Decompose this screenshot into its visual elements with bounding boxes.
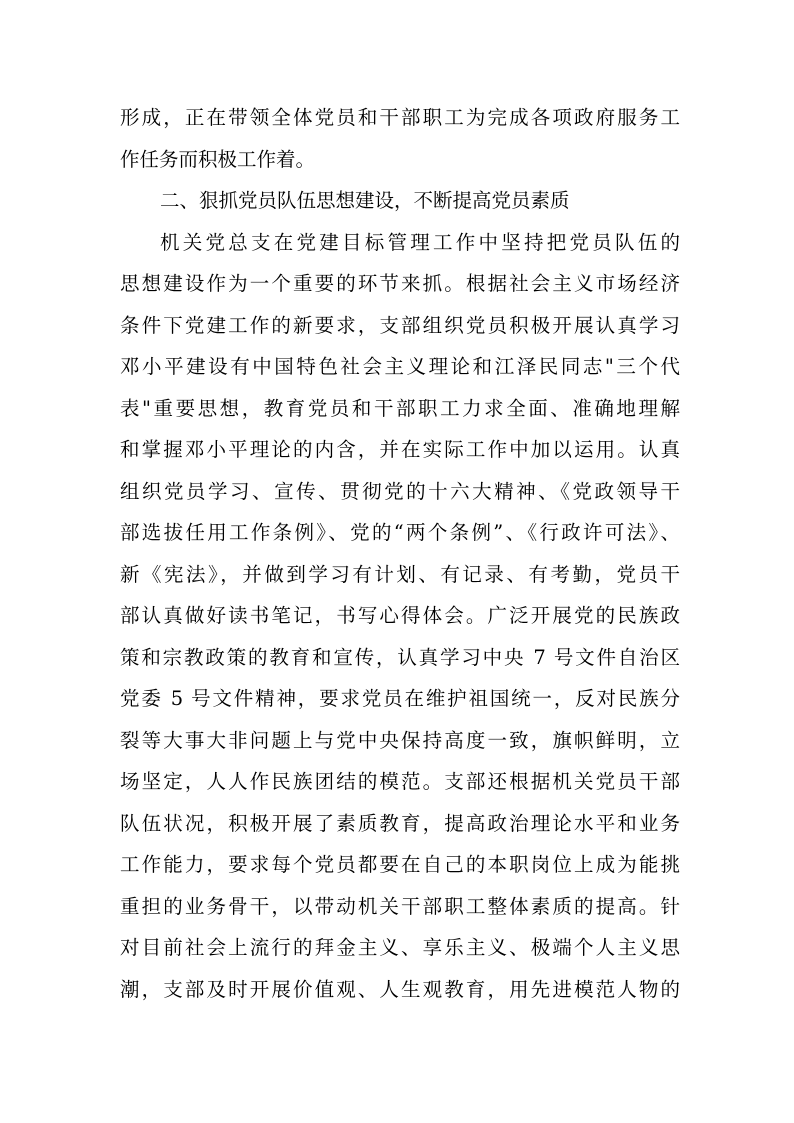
paragraph-line: 队伍状况，积极开展了素质教育，提高政治理论水平和业务 — [120, 812, 680, 835]
paragraph-line: 形成，正在带领全体党员和干部职工为完成各项政府服务工 — [120, 106, 680, 129]
paragraph-line: 条件下党建工作的新要求，支部组织党员积极开展认真学习 — [120, 314, 680, 337]
paragraph-line: 部选拔任用工作条例》、党的“两个条例”、《行政许可法》、 — [120, 521, 680, 544]
paragraph-line: 潮，支部及时开展价值观、人生观教育，用先进模范人物的 — [120, 978, 680, 1001]
paragraph-line: 机关党总支在党建目标管理工作中坚持把党员队伍的 — [160, 231, 680, 254]
paragraph-line: 部认真做好读书笔记，书写心得体会。广泛开展党的民族政 — [120, 604, 680, 627]
paragraph-line: 组织党员学习、宣传、贯彻党的十六大精神、《党政领导干 — [120, 480, 680, 503]
paragraph-line: 重担的业务骨干，以带动机关干部职工整体素质的提高。针 — [120, 895, 680, 918]
paragraph-line: 作任务而积极工作着。 — [120, 148, 316, 171]
paragraph-line: 邓小平建设有中国特色社会主义理论和江泽民同志"三个代 — [120, 355, 680, 378]
paragraph-line: 裂等大事大非问题上与党中央保持高度一致，旗帜鲜明，立 — [120, 729, 680, 752]
paragraph-line: 表"重要思想，教育党员和干部职工力求全面、准确地理解 — [120, 397, 680, 420]
paragraph-line: 场坚定，人人作民族团结的模范。支部还根据机关党员干部 — [120, 770, 680, 793]
paragraph-line: 思想建设作为一个重要的环节来抓。根据社会主义市场经济 — [120, 272, 680, 295]
paragraph-line: 工作能力，要求每个党员都要在自己的本职岗位上成为能挑 — [120, 853, 680, 876]
paragraph-line: 策和宗教政策的教育和宣传，认真学习中央 7 号文件自治区 — [120, 646, 680, 669]
paragraph-line: 新《宪法》，并做到学习有计划、有记录、有考勤，党员干 — [120, 563, 680, 586]
paragraph-line: 和掌握邓小平理论的内含，并在实际工作中加以运用。认真 — [120, 438, 680, 461]
section-heading: 二、狠抓党员队伍思想建设，不断提高党员素质 — [160, 189, 570, 212]
paragraph-line: 对目前社会上流行的拜金主义、享乐主义、极端个人主义思 — [120, 936, 680, 959]
paragraph-line: 党委 5 号文件精神，要求党员在维护祖国统一，反对民族分 — [120, 687, 680, 710]
